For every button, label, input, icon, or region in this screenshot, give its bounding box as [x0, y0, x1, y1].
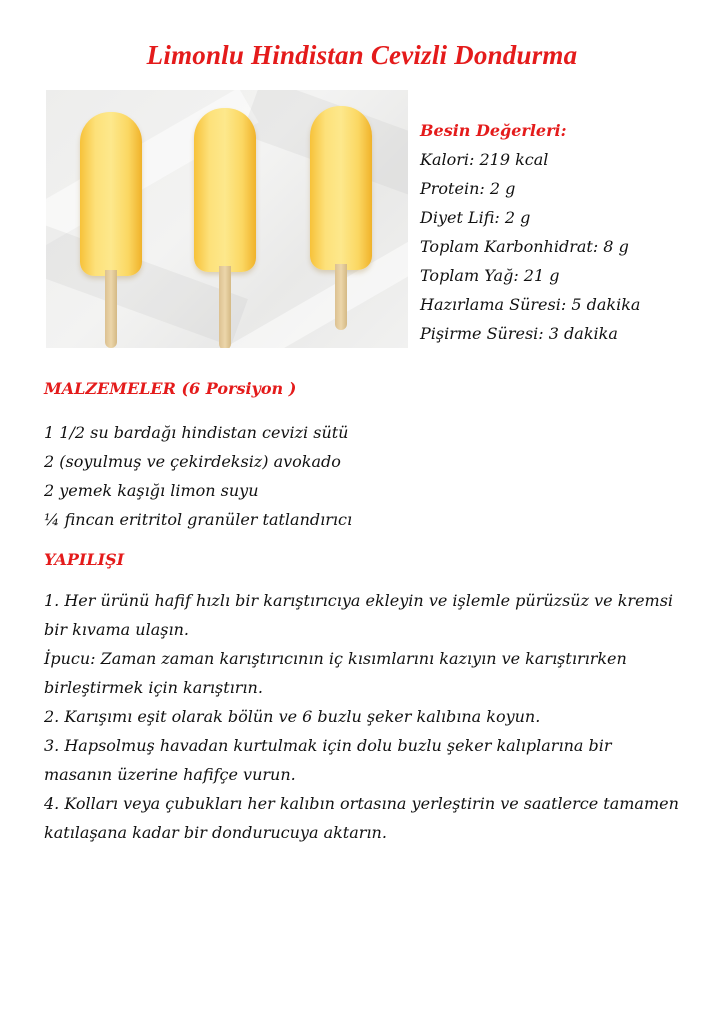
- nutrition-fiber: Diyet Lifi: 2 g: [420, 208, 531, 227]
- popsicle-bar: [310, 106, 372, 270]
- instruction-step: 1. Her ürünü hafif hızlı bir karıştırıcıya ekleyin ve işlemle pürüzsüz ve kremsi bir kıvama ulaşın.: [44, 591, 674, 639]
- instructions-heading: YAPILIŞI: [44, 550, 125, 569]
- nutrition-cook-time: Pişirme Süresi: 3 dakika: [420, 324, 618, 343]
- ingredient-item: 2 (soyulmuş ve çekirdeksiz) avokado: [44, 452, 341, 471]
- ingredient-item: 1 1/2 su bardağı hindistan cevizi sütü: [44, 423, 349, 442]
- popsicles-photo: [46, 90, 408, 348]
- nutrition-panel: [420, 116, 710, 348]
- ingredient-item: 2 yemek kaşığı limon suyu: [44, 481, 259, 500]
- nutrition-heading: Besin Değerleri:: [420, 121, 567, 140]
- instructions-list: [44, 586, 684, 847]
- popsicle-bar: [194, 108, 256, 272]
- recipe-title: Limonlu Hindistan Cevizli Dondurma: [146, 40, 578, 70]
- ingredients-heading: MALZEMELER (6 Porsiyon ): [44, 379, 297, 398]
- ingredient-item: ¼ fincan eritritol granüler tatlandırıcı: [44, 510, 353, 529]
- ingredients-list: [44, 418, 684, 534]
- instruction-step: 3. Hapsolmuş havadan kurtulmak için dolu buzlu şeker kalıplarına bir masanın üzerine hafifçe vurun.: [44, 736, 612, 784]
- popsicle-stick: [105, 270, 117, 348]
- nutrition-protein: Protein: 2 g: [420, 179, 516, 198]
- popsicle-stick: [335, 264, 347, 330]
- nutrition-prep-time: Hazırlama Süresi: 5 dakika: [420, 295, 641, 314]
- nutrition-calories: Kalori: 219 kcal: [420, 150, 549, 169]
- popsicle-bar: [80, 112, 142, 276]
- nutrition-carbs: Toplam Karbonhidrat: 8 g: [420, 237, 629, 256]
- instruction-step: 2. Karışımı eşit olarak bölün ve 6 buzlu şeker kalıbına koyun.: [44, 707, 541, 726]
- instruction-tip: İpucu: Zaman zaman karıştırıcının iç kısımlarını kazıyın ve karıştırırken birleştirmek için karıştırın.: [44, 649, 627, 697]
- instruction-step: 4. Kolları veya çubukları her kalıbın ortasına yerleştirin ve saatlerce tamamen katılaşana kadar bir dondurucuya aktarın.: [44, 794, 679, 842]
- nutrition-fat: Toplam Yağ: 21 g: [420, 266, 560, 285]
- popsicle-stick: [219, 266, 231, 348]
